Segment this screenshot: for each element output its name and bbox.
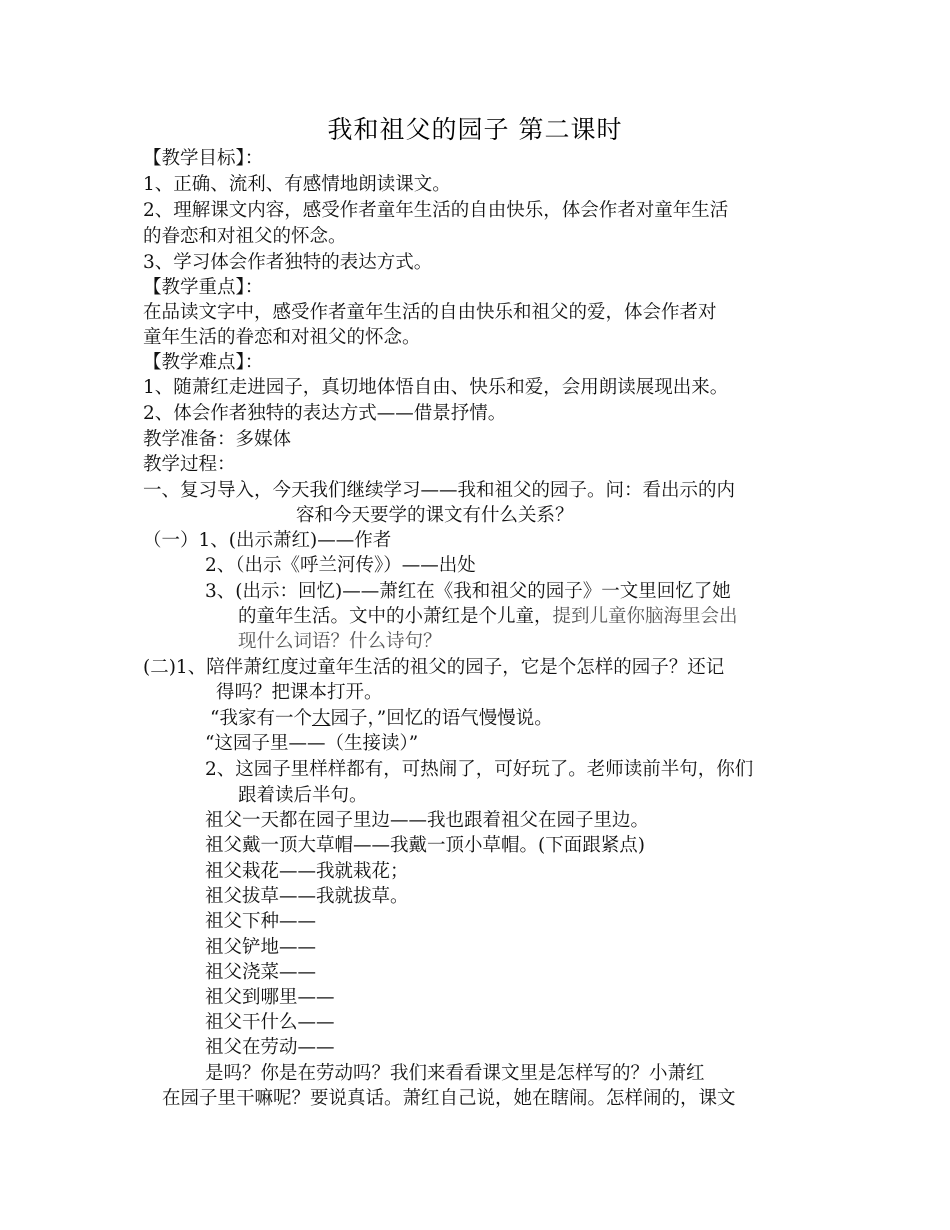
section-2-item-2-line-2: 跟着读后半句。 — [238, 785, 368, 806]
reading-line-9: 祖父干什么—— — [205, 1012, 335, 1033]
section-1-item-1: （一）1、(出示萧红)——作者 — [143, 530, 392, 551]
focus-line-2: 童年生活的眷恋和对祖父的怀念。 — [143, 327, 421, 348]
difficulty-1: 1、随萧红走进园子，真切地体悟自由、快乐和爱，会用朗读展现出来。 — [143, 377, 729, 398]
goal-3: 3、学习体会作者独特的表达方式。 — [143, 252, 433, 273]
section-1-item-3-line-2-main: 的童年生活。文中的小萧红是个儿童， — [238, 606, 553, 627]
reading-line-2: 祖父戴一顶大草帽——我戴一顶小草帽。(下面跟紧点) — [205, 835, 645, 856]
quote-big-garden — [210, 706, 553, 732]
quote-part-1: “我家有一个 — [210, 708, 312, 729]
focus-heading: 【教学重点】： — [143, 277, 264, 298]
goal-2-line-1: 2、理解课文内容，感受作者童年生活的自由快乐，体会作者对童年生活 — [143, 200, 729, 221]
reading-line-6: 祖父铲地—— — [205, 937, 317, 958]
reading-line-10: 祖父在劳动—— — [205, 1037, 335, 1058]
reading-line-3: 祖父栽花——我就栽花； — [205, 861, 409, 882]
goals-heading: 【教学目标】： — [143, 148, 264, 169]
quote-underlined: 大 — [311, 708, 331, 729]
goal-2-line-2: 的眷恋和对祖父的怀念。 — [143, 226, 347, 247]
reading-line-5: 祖父下种—— — [205, 911, 317, 932]
reading-line-1: 祖父一天都在园子里边——我也跟着祖父在园子里边。 — [205, 810, 650, 831]
section-1-item-3-line-3: 现什么词语？什么诗句？ — [238, 631, 442, 652]
quote-part-2: 园子，”回忆的语气慢慢说。 — [330, 708, 553, 729]
section-2-item-1-line-2: 得吗？把课本打开。 — [216, 682, 383, 703]
page-title: 我和祖父的园子 第二课时 — [327, 115, 623, 144]
reading-line-8: 祖父到哪里—— — [205, 987, 335, 1008]
reading-line-7: 祖父浇菜—— — [205, 962, 317, 983]
difficulty-heading: 【教学难点】： — [143, 352, 264, 373]
section-1-item-3-line-2-grey: 提到儿童你脑海里会出 — [552, 606, 738, 627]
section-2-item-1-line-1: (二)1、陪伴萧红度过童年生活的祖父的园子，它是个怎样的园子？还记 — [143, 657, 725, 678]
part-1-line-1: 一、复习导入，今天我们继续学习——我和祖父的园子。问：看出示的内 — [143, 480, 736, 501]
part-1-line-2: 容和今天要学的课文有什么关系？ — [296, 505, 574, 526]
goal-1: 1、正确、流利、有感情地朗读课文。 — [143, 174, 451, 195]
focus-line-1: 在品读文字中，感受作者童年生活的自由快乐和祖父的爱，体会作者对 — [143, 302, 717, 323]
section-1-item-2: 2、（出示《呼兰河传》）——出处 — [205, 555, 476, 576]
quote-garden-inside: “这园子里——（生接读）” — [205, 733, 419, 754]
teaching-process: 教学过程： — [143, 454, 236, 475]
teaching-prep: 教学准备：多媒体 — [143, 429, 292, 450]
reading-line-4: 祖父拔草——我就拔草。 — [205, 886, 409, 907]
section-1-item-3-line-2 — [238, 604, 738, 630]
ending-line-1: 是吗？你是在劳动吗？我们来看看课文里是怎样写的？小萧红 — [205, 1063, 705, 1084]
section-1-item-3-line-1: 3、(出示：回忆)——萧红在《我和祖父的园子》一文里回忆了她 — [205, 581, 731, 602]
difficulty-2: 2、体会作者独特的表达方式——借景抒情。 — [143, 403, 507, 424]
section-2-item-2-line-1: 2、这园子里样样都有，可热闹了，可好玩了。老师读前半句，你们 — [205, 759, 754, 780]
ending-line-2: 在园子里干嘛呢？要说真话。萧红自己说，她在瞎闹。怎样闹的，课文 — [162, 1088, 736, 1109]
